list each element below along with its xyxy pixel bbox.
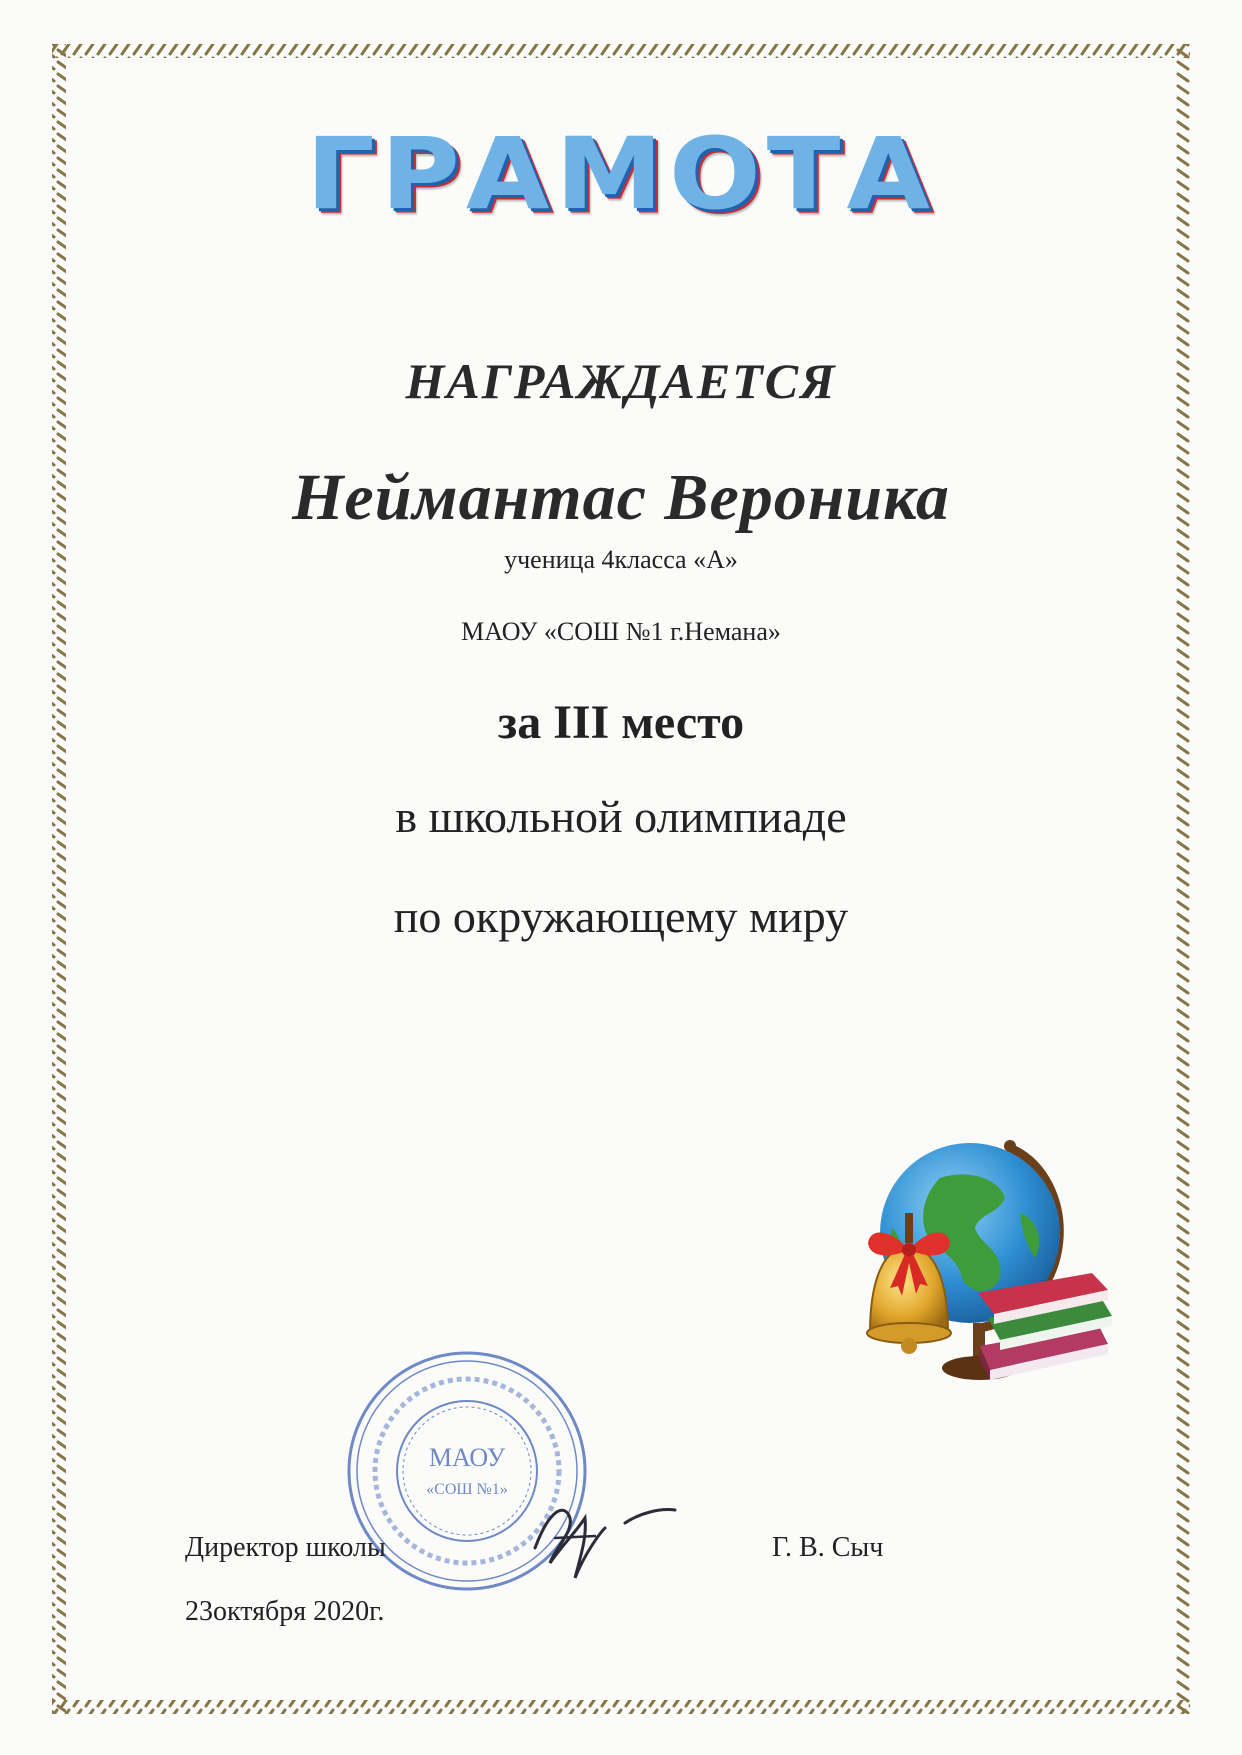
award-reason-line1: в школьной олимпиаде <box>395 791 847 842</box>
certificate-heading: ГРАМОТА <box>305 117 937 232</box>
director-signature <box>525 1478 685 1588</box>
signature-name: Г. В. Сыч <box>772 1532 884 1563</box>
stamp-center-sub: «СОШ №1» <box>426 1481 508 1498</box>
award-place: за III место <box>497 696 745 749</box>
globe-bell-books-icon <box>830 1118 1130 1408</box>
awarded-label: НАГРАЖДАЕТСЯ <box>405 353 837 409</box>
certificate-heading-wrap <box>0 112 1242 237</box>
student-info: ученица 4класса «А» <box>504 545 738 574</box>
school-name: МАОУ «СОШ №1 г.Немана» <box>461 617 781 646</box>
signature-title: Директор школы <box>185 1532 386 1563</box>
recipient-name: Неймантас Вероника <box>292 461 950 534</box>
stamp-center-text: МАОУ <box>428 1443 506 1472</box>
award-reason-line2: по окружающему миру <box>393 891 849 942</box>
signature-date: 23октября 2020г. <box>185 1596 385 1627</box>
